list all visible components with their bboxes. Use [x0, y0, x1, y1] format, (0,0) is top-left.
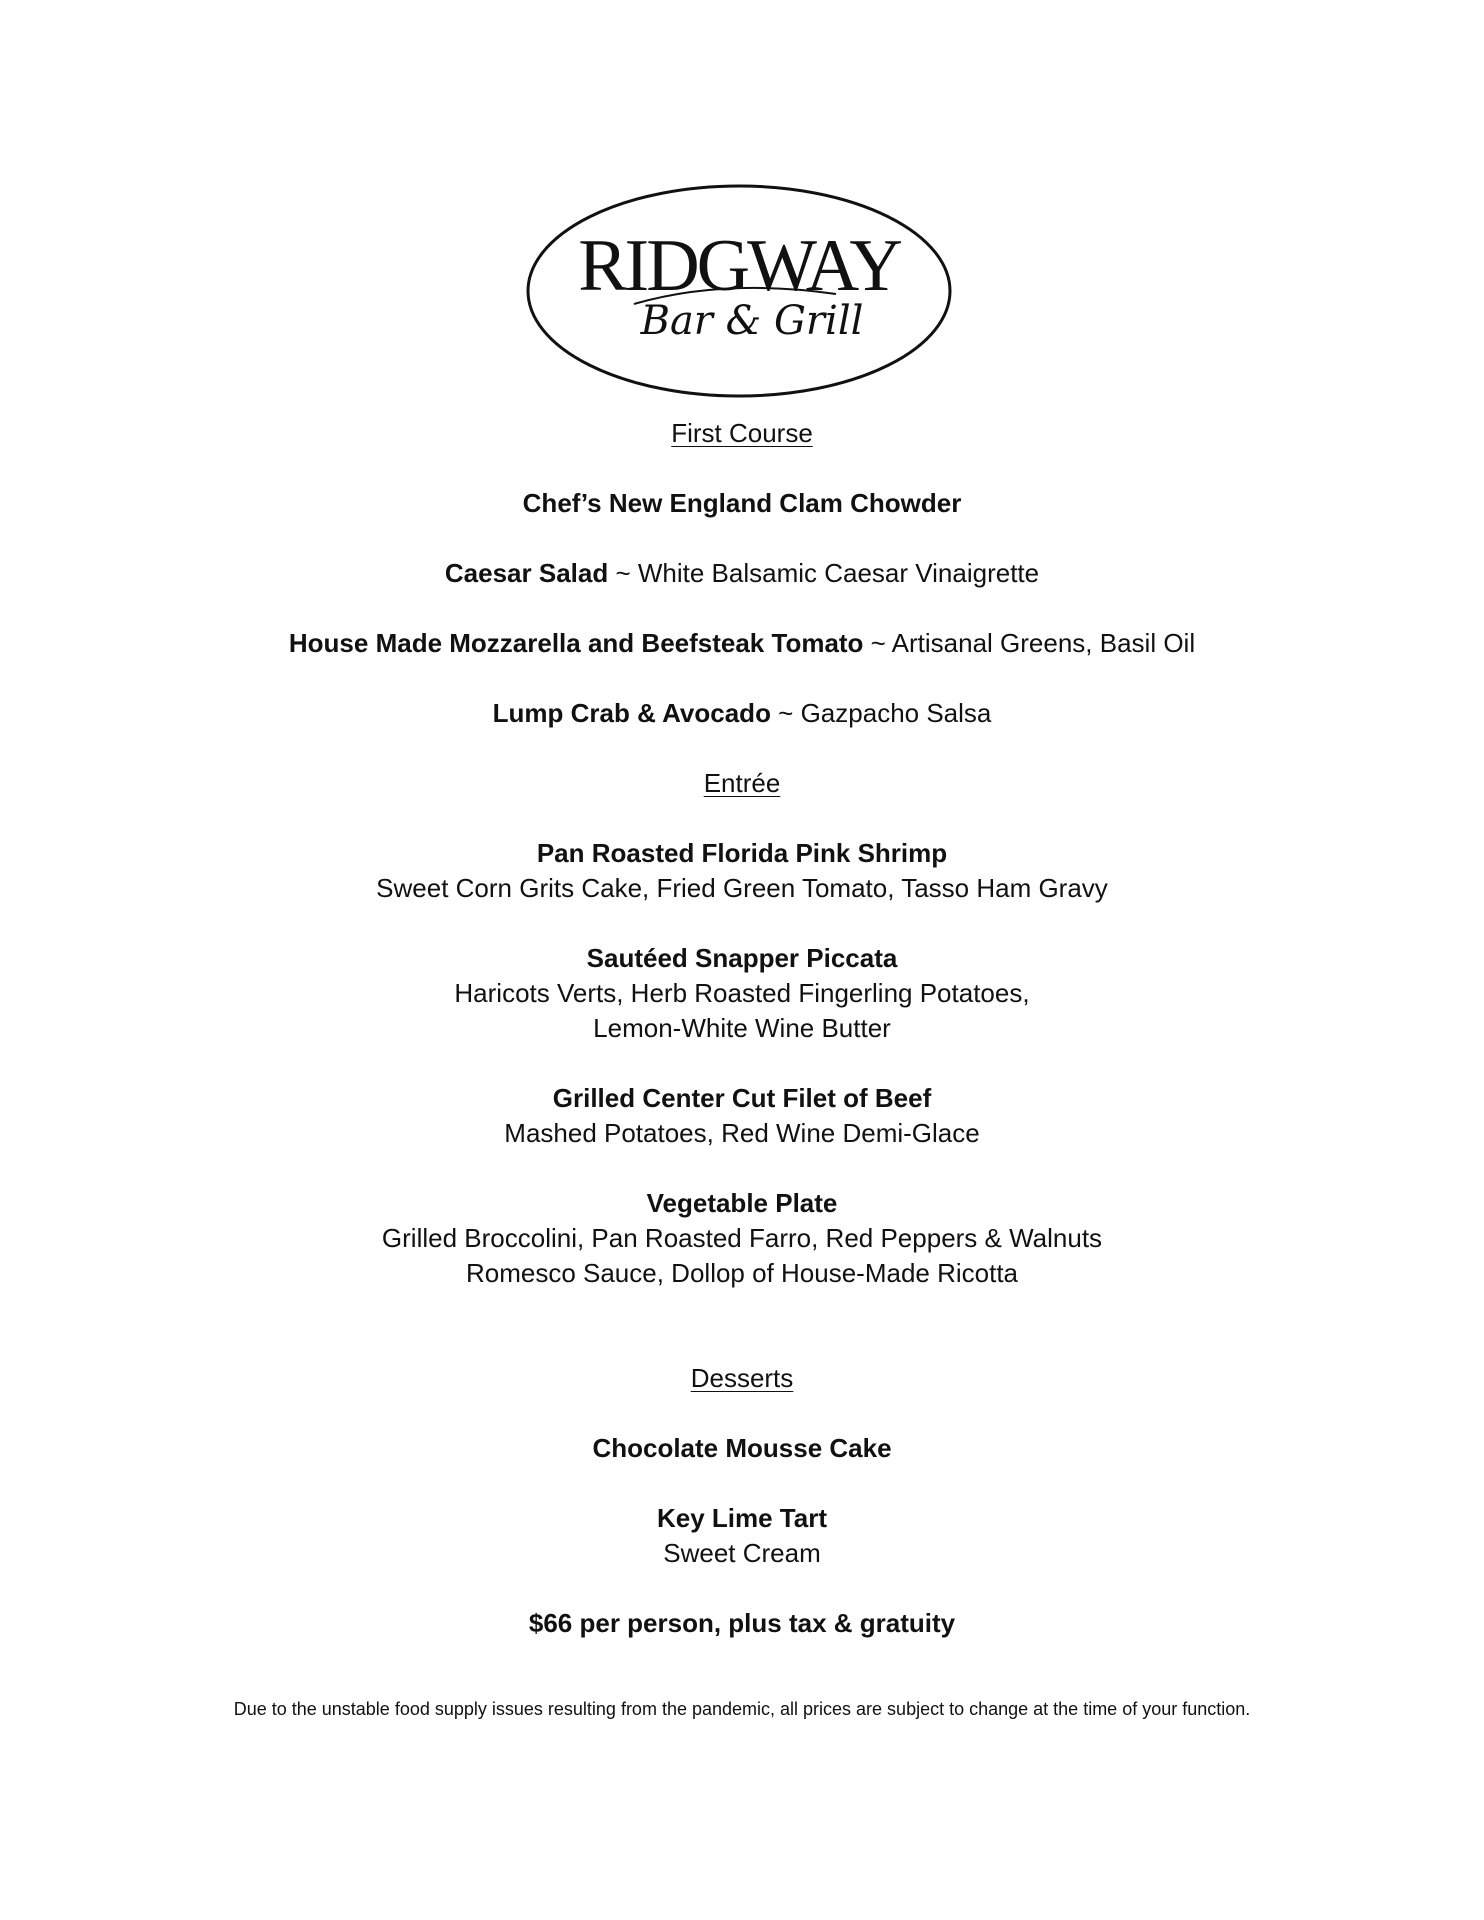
logo-subtitle: Bar & Grill	[640, 298, 864, 344]
price-disclaimer: Due to the unstable food supply issues resulting from the pandemic, all prices are subject to change at the time of your function.	[233, 1699, 1251, 1719]
menu-item-caesar-salad	[0, 556, 1484, 591]
entree-heading: Entrée	[703, 768, 781, 798]
ridgway-logo-graphic	[524, 182, 954, 400]
menu-item-lump-crab	[0, 696, 1484, 731]
menu-item-key-lime-tart: Key Lime Tart	[656, 1503, 827, 1533]
menu-body	[0, 416, 1484, 1641]
menu-item-description: ~ White Balsamic Caesar Vinaigrette	[608, 558, 1040, 588]
menu-item-description: Grilled Broccolini, Pan Roasted Farro, Red Peppers & Walnuts	[381, 1223, 1103, 1253]
menu-item-mozzarella-tomato	[0, 626, 1484, 661]
menu-item-description: Haricots Verts, Herb Roasted Fingerling Potatoes,	[454, 978, 1030, 1008]
menu-item-description: ~ Gazpacho Salsa	[770, 698, 992, 728]
menu-item-description: Romesco Sauce, Dollop of House-Made Ricotta	[465, 1258, 1019, 1288]
menu-item-name: Caesar Salad	[444, 558, 609, 588]
menu-item-description: ~ Artisanal Greens, Basil Oil	[863, 628, 1196, 658]
ridgway-logo	[524, 182, 954, 400]
menu-item-vegetable-plate: Vegetable Plate	[646, 1188, 838, 1218]
menu-item-description: Sweet Cream	[663, 1538, 821, 1568]
menu-item-description: Lemon-White Wine Butter	[593, 1013, 891, 1043]
menu-item-name: Lump Crab & Avocado	[492, 698, 771, 728]
first-course-heading: First Course	[671, 418, 813, 448]
price-statement: $66 per person, plus tax & gratuity	[528, 1608, 956, 1638]
menu-item-name: House Made Mozzarella and Beefsteak Tomato	[288, 628, 864, 658]
menu-item-snapper-piccata: Sautéed Snapper Piccata	[586, 943, 898, 973]
menu-item-description: Sweet Corn Grits Cake, Fried Green Tomato, Tasso Ham Gravy	[376, 873, 1108, 903]
menu-item-pink-shrimp: Pan Roasted Florida Pink Shrimp	[536, 838, 948, 868]
menu-item-clam-chowder: Chef’s New England Clam Chowder	[522, 488, 962, 518]
menu-item-description: Mashed Potatoes, Red Wine Demi-Glace	[504, 1118, 980, 1148]
menu-item-chocolate-mousse-cake: Chocolate Mousse Cake	[592, 1433, 892, 1463]
menu-item-filet-of-beef: Grilled Center Cut Filet of Beef	[552, 1083, 932, 1113]
desserts-heading: Desserts	[690, 1363, 794, 1393]
logo-wordmark: RIDGWAY	[578, 225, 900, 307]
